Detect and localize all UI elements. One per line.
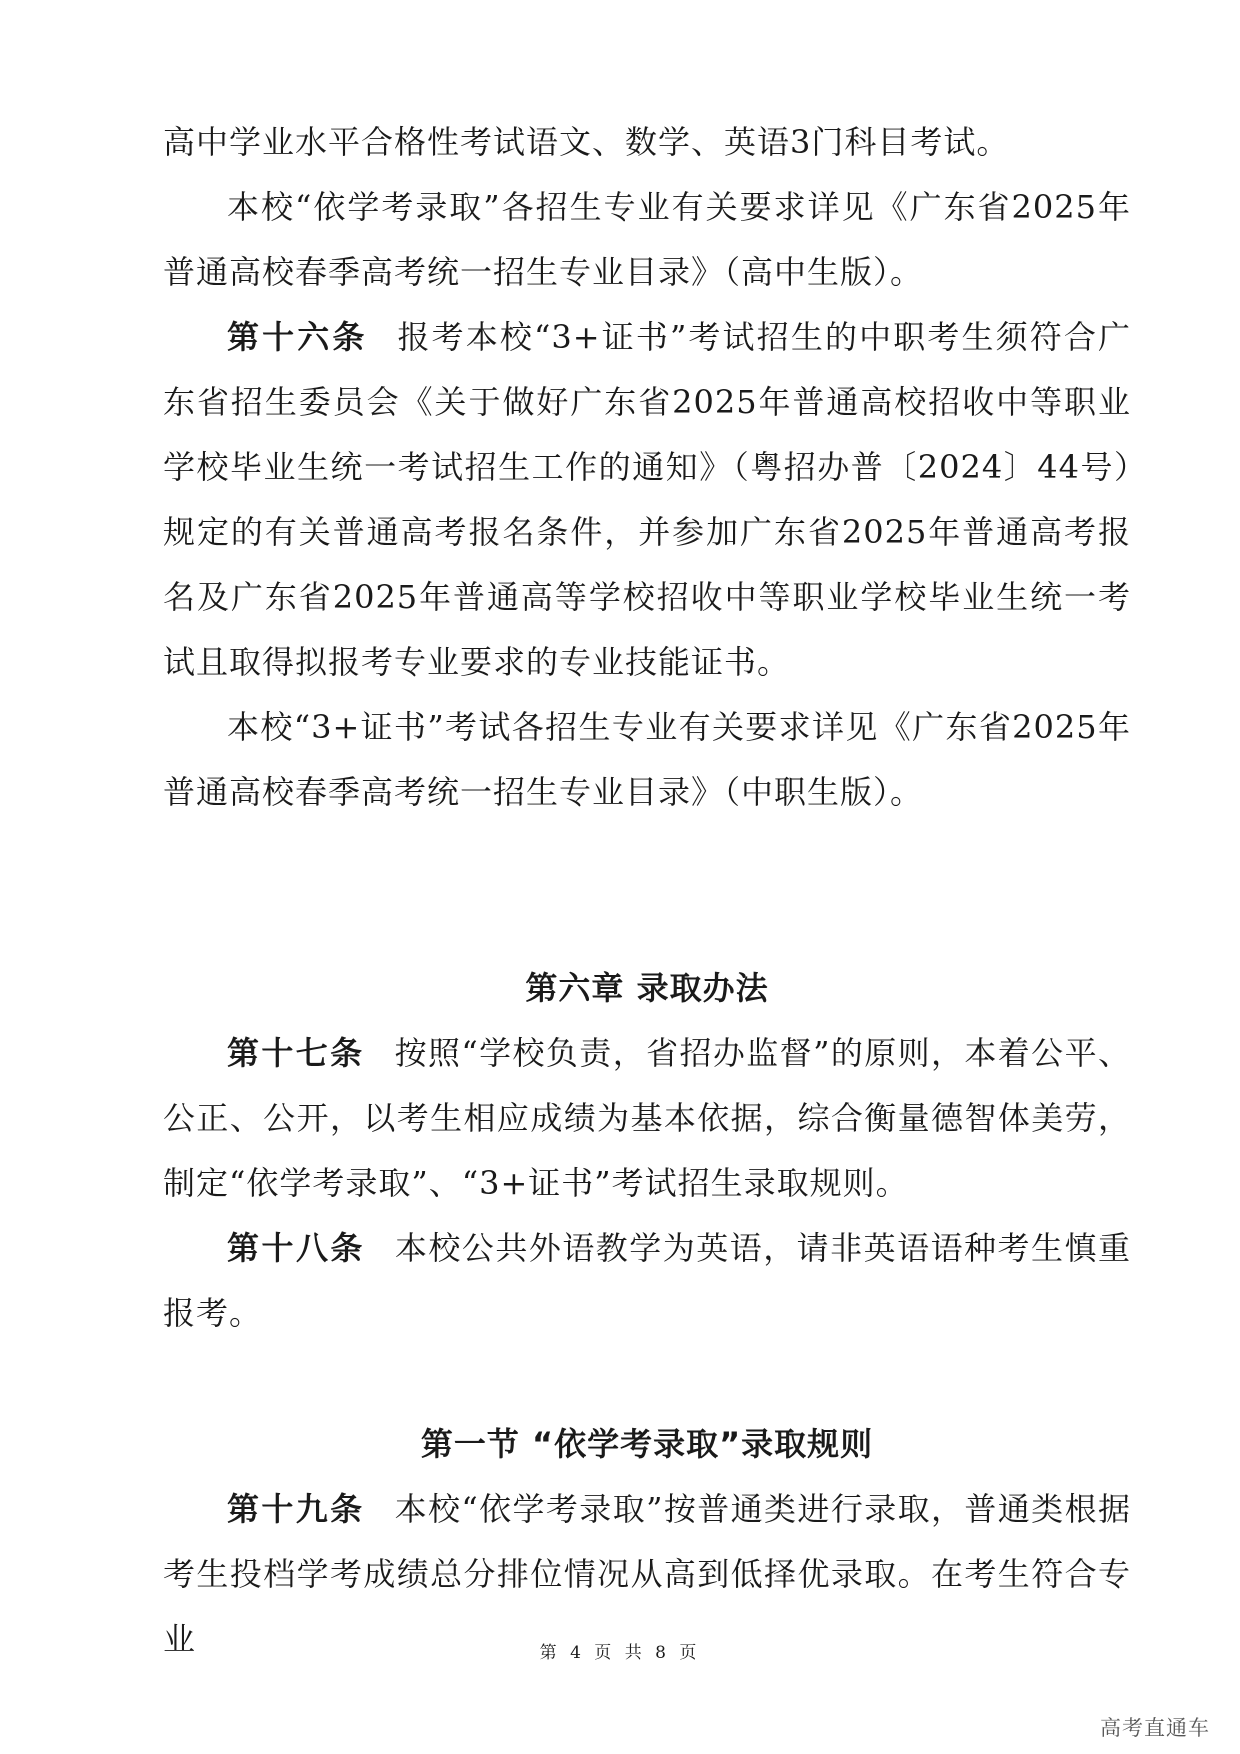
paragraph-exam-subjects: 高中学业水平合格性考试语文、数学、英语3门科目考试。 [163,123,1010,161]
spacer [163,825,1131,956]
document-body [163,110,1131,1672]
article-18-text: 本校公共外语教学为英语，请非英语语种考生慎重报考。 [163,1229,1131,1332]
article-16-label: 第十六条 [227,318,368,356]
article-16-text: 报考本校“3+证书”考试招生的中职考生须符合广东省招生委员会《关于做好广东省2025年普通高校招收中等职业学校毕业生统一考试招生工作的通知》（粤招办普〔2024〕44号）规定的有关普通高考报名条件，并参加广东省2025年普通高考报名及广东省2025年普通高等学校招收中等职业学校毕业生统一考试且取得拟报考专业要求的专业技能证书。 [163,318,1131,681]
article-17-text: 按照“学校负责，省招办监督”的原则，本着公平、公正、公开，以考生相应成绩为基本依据，综合衡量德智体美劳，制定“依学考录取”、“3+证书”考试招生录取规则。 [163,1034,1131,1202]
paragraph-vocational-catalog: 本校“3+证书”考试各招生专业有关要求详见《广东省2025年普通高校春季高考统一招生专业目录》（中职生版）。 [163,708,1131,811]
article-16 [163,305,1131,695]
paragraph-academic-catalog: 本校“依学考录取”各招生专业有关要求详见《广东省2025年普通高校春季高考统一招生专业目录》（高中生版）。 [163,188,1131,291]
article-19-text: 本校“依学考录取”按普通类进行录取，普通类根据考生投档学考成绩总分排位情况从高到低择优录取。在考生符合专业 [163,1490,1131,1658]
article-19-label: 第十九条 [227,1490,365,1528]
article-18 [163,1216,1131,1346]
watermark-text: 高考直通车 [1100,1716,1210,1740]
article-18-label: 第十八条 [227,1229,365,1267]
section-title: 第一节 “依学考录取”录取规则 [420,1425,874,1463]
page-number: 第 4 页 共 8 页 [539,1643,701,1663]
article-17-label: 第十七条 [227,1034,365,1072]
chapter-title: 第六章 录取办法 [525,969,769,1007]
article-17 [163,1021,1131,1216]
spacer [163,1346,1131,1412]
